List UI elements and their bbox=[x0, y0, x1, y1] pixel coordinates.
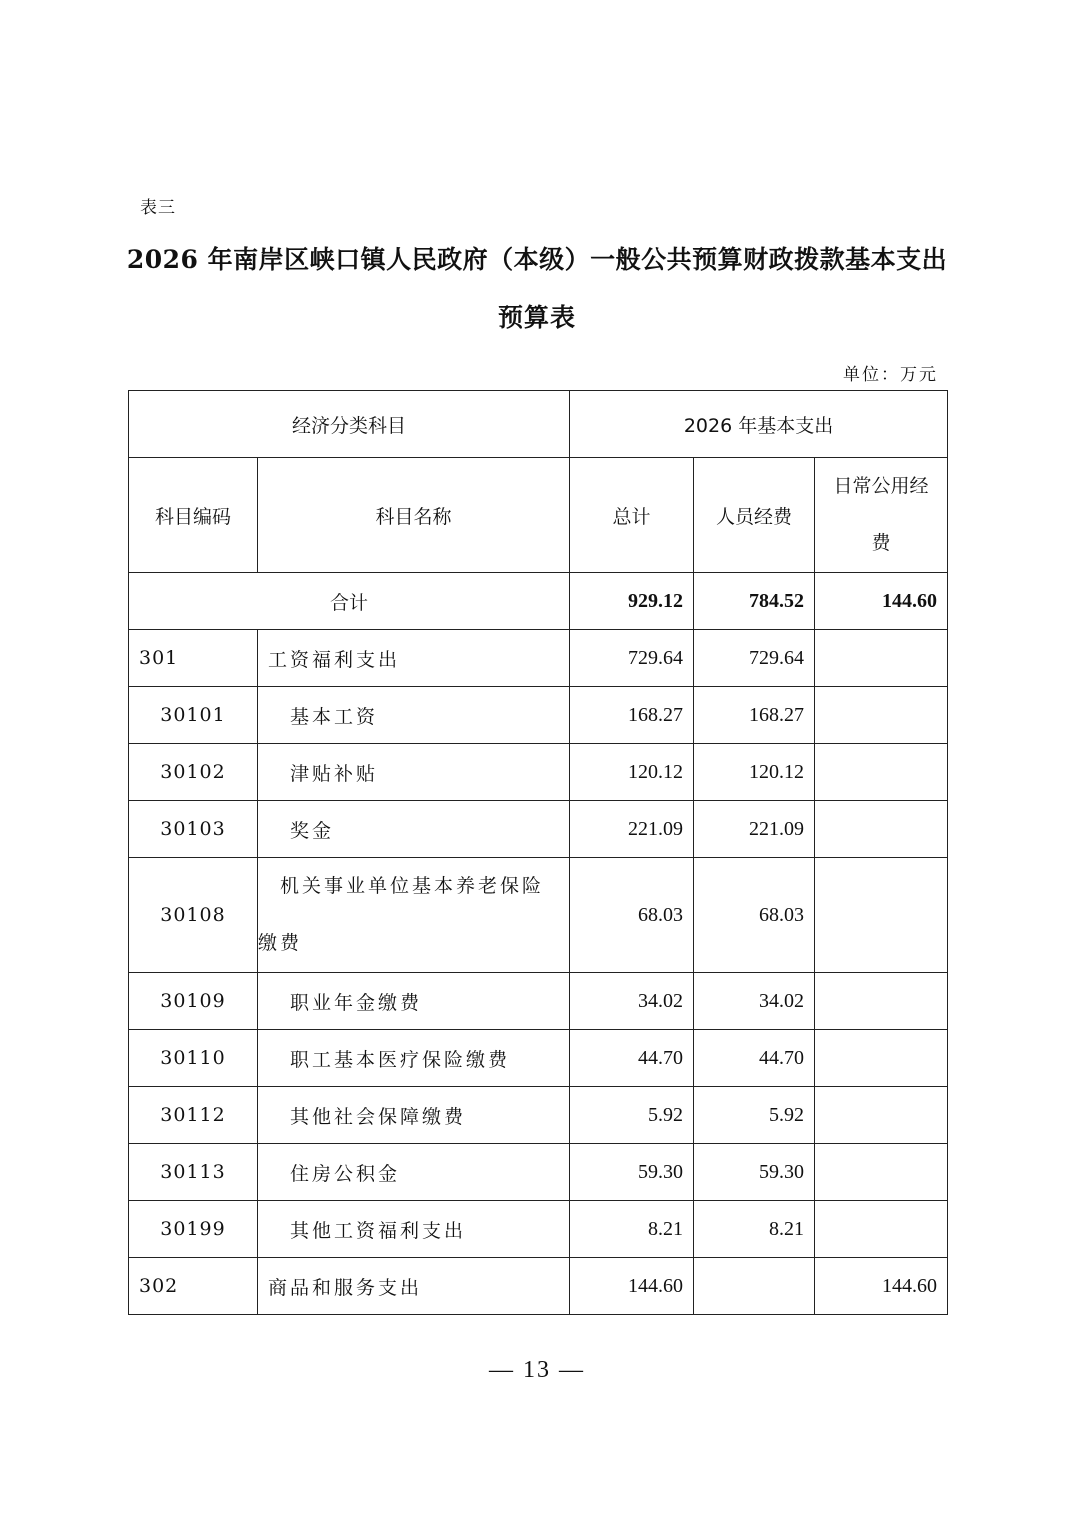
table-row bbox=[129, 687, 948, 744]
row-public bbox=[815, 1201, 948, 1258]
table-row bbox=[129, 744, 948, 801]
row-total: 44.70 bbox=[570, 1030, 694, 1087]
row-public bbox=[815, 858, 948, 973]
header-public-line1: 日常公用经 bbox=[833, 475, 929, 497]
unit-label: 单位：万元 bbox=[843, 365, 938, 385]
row-personnel: 59.30 bbox=[694, 1144, 815, 1201]
row-public bbox=[815, 801, 948, 858]
header-public-line2: 费 bbox=[871, 532, 891, 554]
row-name: 其他社会保障缴费 bbox=[258, 1087, 570, 1144]
row-personnel: 120.12 bbox=[694, 744, 815, 801]
row-total: 8.21 bbox=[570, 1201, 694, 1258]
table-row bbox=[129, 1144, 948, 1201]
row-name: 奖金 bbox=[258, 801, 570, 858]
budget-table bbox=[128, 390, 948, 1315]
header-code: 科目编码 bbox=[129, 458, 258, 573]
table-row bbox=[129, 1258, 948, 1315]
row-code: 301 bbox=[129, 630, 258, 687]
row-public bbox=[815, 973, 948, 1030]
row-total: 144.60 bbox=[570, 1258, 694, 1315]
row-total: 34.02 bbox=[570, 973, 694, 1030]
row-personnel: 8.21 bbox=[694, 1201, 815, 1258]
row-personnel: 168.27 bbox=[694, 687, 815, 744]
row-total: 120.12 bbox=[570, 744, 694, 801]
total-public: 144.60 bbox=[815, 573, 948, 630]
row-total: 5.92 bbox=[570, 1087, 694, 1144]
header-row-group bbox=[129, 391, 948, 458]
row-public bbox=[815, 630, 948, 687]
row-personnel: 729.64 bbox=[694, 630, 815, 687]
row-name: 商品和服务支出 bbox=[258, 1258, 570, 1315]
row-public: 144.60 bbox=[815, 1258, 948, 1315]
row-total: 68.03 bbox=[570, 858, 694, 973]
row-code: 30109 bbox=[129, 973, 258, 1030]
row-personnel: 221.09 bbox=[694, 801, 815, 858]
table-row bbox=[129, 801, 948, 858]
row-personnel: 5.92 bbox=[694, 1087, 815, 1144]
header-public bbox=[815, 458, 948, 573]
table-row bbox=[129, 630, 948, 687]
row-personnel: 68.03 bbox=[694, 858, 815, 973]
header-name: 科目名称 bbox=[258, 458, 570, 573]
total-personnel: 784.52 bbox=[694, 573, 815, 630]
row-personnel bbox=[694, 1258, 815, 1315]
page-title: 2026 年南岸区峡口镇人民政府（本级）一般公共预算财政拨款基本支出 bbox=[126, 245, 948, 274]
row-total: 221.09 bbox=[570, 801, 694, 858]
header-year-group: 2026 年基本支出 bbox=[570, 391, 948, 458]
row-name: 基本工资 bbox=[258, 687, 570, 744]
row-code: 30101 bbox=[129, 687, 258, 744]
row-public bbox=[815, 1087, 948, 1144]
row-name bbox=[258, 858, 570, 973]
header-category: 经济分类科目 bbox=[129, 391, 570, 458]
row-code: 30113 bbox=[129, 1144, 258, 1201]
header-row-columns bbox=[129, 458, 948, 573]
row-personnel: 34.02 bbox=[694, 973, 815, 1030]
table-row bbox=[129, 1087, 948, 1144]
row-name: 住房公积金 bbox=[258, 1144, 570, 1201]
table-row bbox=[129, 1201, 948, 1258]
row-name: 职业年金缴费 bbox=[258, 973, 570, 1030]
total-row bbox=[129, 573, 948, 630]
row-code: 30112 bbox=[129, 1087, 258, 1144]
row-personnel: 44.70 bbox=[694, 1030, 815, 1087]
row-total: 168.27 bbox=[570, 687, 694, 744]
row-public bbox=[815, 1030, 948, 1087]
table-row bbox=[129, 1030, 948, 1087]
table-row bbox=[129, 858, 948, 973]
header-personnel: 人员经费 bbox=[694, 458, 815, 573]
row-code: 30199 bbox=[129, 1201, 258, 1258]
row-name: 津贴补贴 bbox=[258, 744, 570, 801]
row-public bbox=[815, 687, 948, 744]
page-title-continued: 预算表 bbox=[497, 303, 576, 332]
row-name: 职工基本医疗保险缴费 bbox=[258, 1030, 570, 1087]
row-name-line1: 机关事业单位基本养老保险 bbox=[280, 875, 545, 897]
row-code: 30108 bbox=[129, 858, 258, 973]
row-total: 59.30 bbox=[570, 1144, 694, 1201]
row-name-line2: 缴费 bbox=[258, 932, 303, 954]
total-label: 合计 bbox=[129, 573, 570, 630]
row-code: 30103 bbox=[129, 801, 258, 858]
table-label: 表三 bbox=[140, 198, 176, 218]
header-total: 总计 bbox=[570, 458, 694, 573]
row-code: 30110 bbox=[129, 1030, 258, 1087]
row-code: 302 bbox=[129, 1258, 258, 1315]
table-row bbox=[129, 973, 948, 1030]
row-code: 30102 bbox=[129, 744, 258, 801]
row-total: 729.64 bbox=[570, 630, 694, 687]
total-total: 929.12 bbox=[570, 573, 694, 630]
row-public bbox=[815, 744, 948, 801]
page-number: — 13 — bbox=[489, 1357, 585, 1383]
row-public bbox=[815, 1144, 948, 1201]
row-name: 工资福利支出 bbox=[258, 630, 570, 687]
row-name: 其他工资福利支出 bbox=[258, 1201, 570, 1258]
